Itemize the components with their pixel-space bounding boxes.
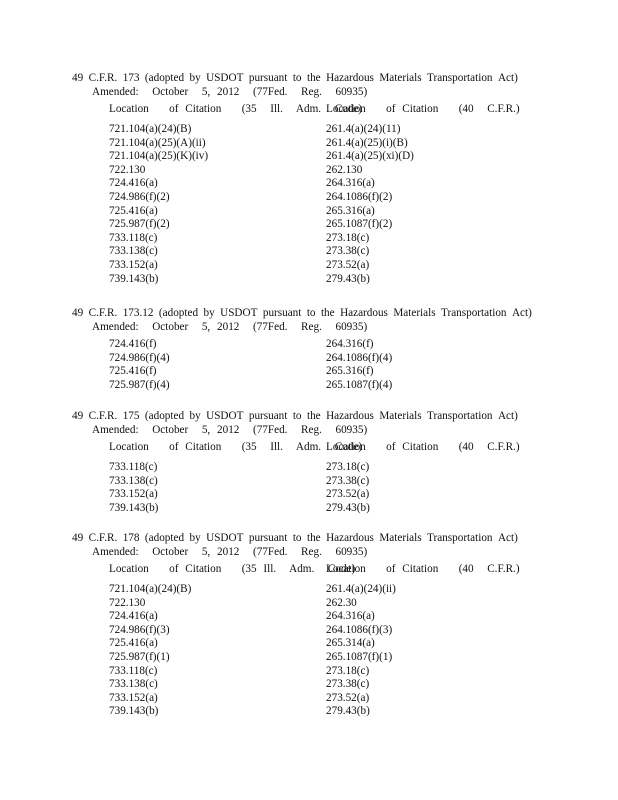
list-item: 721.104(a)(25)(A)(ii) (109, 136, 206, 149)
illinois-citation-list (109, 123, 208, 286)
section-heading (72, 410, 518, 424)
list-item: 725.416(a) (109, 204, 158, 217)
heading-word: 178 (122, 532, 140, 544)
list-item: 725.987(f)(1) (109, 650, 170, 663)
heading-word: by (189, 532, 201, 544)
illinois-citation-list (109, 338, 170, 392)
heading-word: to (292, 532, 302, 544)
list-item: 264.1086(f)(2) (326, 190, 393, 203)
list-item: 725.416(a) (109, 637, 158, 650)
heading-word: Materials (379, 532, 422, 544)
heading-word: Act) (511, 307, 532, 319)
illinois-citation-list (109, 461, 158, 515)
list-item: 265.1087(f)(1) (326, 650, 393, 663)
heading-word: Materials (393, 307, 436, 319)
list-item: 725.416(f) (109, 365, 157, 378)
heading-word: to (292, 72, 302, 84)
citation-section-173-12 (0, 307, 618, 397)
list-item: 722.130 (109, 596, 146, 609)
list-item: 279.43(b) (326, 705, 370, 718)
cfr-citation-list (326, 123, 414, 286)
list-item: 739.143(b) (109, 705, 159, 718)
list-item: 273.18(c) (326, 664, 370, 677)
list-item: 721.104(a)(24)(B) (109, 123, 192, 135)
list-item: 261.4(a)(25)(i)(B) (326, 136, 408, 149)
heading-word: 173.12 (122, 307, 154, 319)
list-item: 724.416(a) (109, 177, 158, 190)
heading-word: USDOT (206, 72, 244, 84)
list-item: 722.130 (109, 163, 146, 176)
list-item: 273.38(c) (326, 678, 370, 691)
heading-word: the (306, 72, 321, 84)
section-heading (72, 72, 518, 86)
heading-word: USDOT (206, 410, 244, 422)
list-item: 261.4(a)(24)(ii) (326, 583, 396, 595)
list-item: 273.18(c) (326, 461, 370, 473)
list-item: 724.986(f)(2) (109, 190, 170, 203)
heading-word: (adopted (144, 410, 185, 422)
heading-word: USDOT (220, 307, 258, 319)
heading-word: Hazardous (340, 307, 388, 319)
cfr-citation-list (326, 583, 396, 719)
list-item: 265.316(a) (326, 204, 375, 217)
list-item: 733.138(c) (109, 678, 158, 691)
list-item: 724.416(a) (109, 610, 158, 623)
heading-word: Act) (497, 72, 518, 84)
list-item: 273.38(c) (326, 245, 370, 258)
heading-word: the (320, 307, 335, 319)
heading-word: (adopted (144, 532, 185, 544)
heading-word: pursuant (248, 72, 288, 84)
heading-word: Act) (497, 410, 518, 422)
list-item: 733.138(c) (109, 245, 158, 258)
amended-line: Amended: October 5, 2012 (77Fed. Reg. 60935) (92, 424, 368, 436)
heading-word: C.F.R. (88, 307, 118, 319)
list-item: 262.30 (326, 596, 357, 609)
heading-word: Hazardous (326, 532, 374, 544)
list-item: 721.104(a)(25)(K)(iv) (109, 150, 209, 163)
heading-word: Transportation (427, 532, 493, 544)
list-item: 733.152(a) (109, 488, 158, 501)
list-item: 733.152(a) (109, 258, 158, 271)
list-item: 733.118(c) (109, 461, 158, 473)
heading-word: C.F.R. (88, 410, 118, 422)
heading-word: 49 (72, 410, 84, 422)
heading-word: pursuant (262, 307, 302, 319)
list-item: 725.987(f)(2) (109, 218, 170, 231)
list-item: 264.316(f) (326, 338, 374, 350)
section-heading (72, 307, 532, 321)
right-column-header: Location of Citation (40 C.F.R.) (326, 563, 520, 575)
list-item: 273.18(c) (326, 231, 370, 244)
heading-word: Hazardous (326, 410, 374, 422)
amended-line: Amended: October 5, 2012 (77Fed. Reg. 60935) (92, 546, 368, 558)
list-item: 279.43(b) (326, 272, 370, 285)
heading-word: the (306, 532, 321, 544)
list-item: 261.4(a)(24)(11) (326, 123, 401, 135)
list-item: 261.4(a)(25)(xi)(D) (326, 150, 414, 163)
list-item: 733.138(c) (109, 474, 158, 487)
list-item: 725.987(f)(4) (109, 378, 170, 391)
heading-word: (adopted (144, 72, 185, 84)
heading-word: C.F.R. (88, 72, 118, 84)
heading-word: Transportation (427, 72, 493, 84)
cfr-citation-list (326, 338, 392, 392)
heading-word: Transportation (427, 410, 493, 422)
list-item: 264.316(a) (326, 177, 375, 190)
list-item: 733.118(c) (109, 231, 158, 244)
heading-word: 49 (72, 532, 84, 544)
list-item: 724.986(f)(3) (109, 623, 170, 636)
heading-word: Transportation (441, 307, 507, 319)
heading-word: by (189, 72, 201, 84)
illinois-citation-list (109, 583, 191, 719)
heading-word: 49 (72, 307, 84, 319)
heading-word: by (189, 410, 201, 422)
list-item: 721.104(a)(24)(B) (109, 583, 192, 595)
list-item: 739.143(b) (109, 272, 159, 285)
list-item: 264.1086(f)(4) (326, 351, 393, 364)
left-column-header: Location of Citation (35 Ill. Adm. Code) (109, 441, 363, 453)
list-item: 733.118(c) (109, 664, 158, 677)
heading-word: to (306, 307, 316, 319)
citation-section-178 (0, 532, 618, 732)
left-column-header: Location of Citation (35 Ill. Adm. Code) (109, 103, 363, 115)
list-item: 739.143(b) (109, 501, 159, 514)
list-item: 265.1087(f)(2) (326, 218, 393, 231)
list-item: 724.986(f)(4) (109, 351, 170, 364)
heading-word: Act) (497, 532, 518, 544)
list-item: 273.38(c) (326, 474, 370, 487)
heading-word: 173 (122, 72, 140, 84)
list-item: 265.314(a) (326, 637, 375, 650)
list-item: 265.1087(f)(4) (326, 378, 393, 391)
list-item: 273.52(a) (326, 488, 370, 501)
heading-word: to (292, 410, 302, 422)
heading-word: pursuant (248, 410, 288, 422)
heading-word: 175 (122, 410, 140, 422)
amended-line: Amended: October 5, 2012 (77Fed. Reg. 60935) (92, 321, 368, 333)
heading-word: 49 (72, 72, 84, 84)
heading-word: (adopted (158, 307, 199, 319)
list-item: 264.1086(f)(3) (326, 623, 393, 636)
list-item: 273.52(a) (326, 691, 370, 704)
list-item: 724.416(f) (109, 338, 157, 350)
list-item: 265.316(f) (326, 365, 374, 378)
citation-section-175 (0, 410, 618, 520)
right-column-header: Location of Citation (40 C.F.R.) (326, 103, 520, 115)
list-item: 279.43(b) (326, 501, 370, 514)
list-item: 264.316(a) (326, 610, 375, 623)
heading-word: Materials (379, 410, 422, 422)
cfr-citation-list (326, 461, 370, 515)
left-column-header: Location of Citation (35 Ill. Adm. Code) (109, 563, 356, 575)
heading-word: USDOT (206, 532, 244, 544)
heading-word: by (203, 307, 215, 319)
list-item: 733.152(a) (109, 691, 158, 704)
list-item: 262.130 (326, 163, 363, 176)
heading-word: C.F.R. (88, 532, 118, 544)
heading-word: the (306, 410, 321, 422)
citation-section-173 (0, 72, 618, 292)
amended-line: Amended: October 5, 2012 (77Fed. Reg. 60935) (92, 86, 368, 98)
heading-word: Hazardous (326, 72, 374, 84)
heading-word: pursuant (248, 532, 288, 544)
right-column-header: Location of Citation (40 C.F.R.) (326, 441, 520, 453)
section-heading (72, 532, 518, 546)
list-item: 273.52(a) (326, 258, 370, 271)
heading-word: Materials (379, 72, 422, 84)
